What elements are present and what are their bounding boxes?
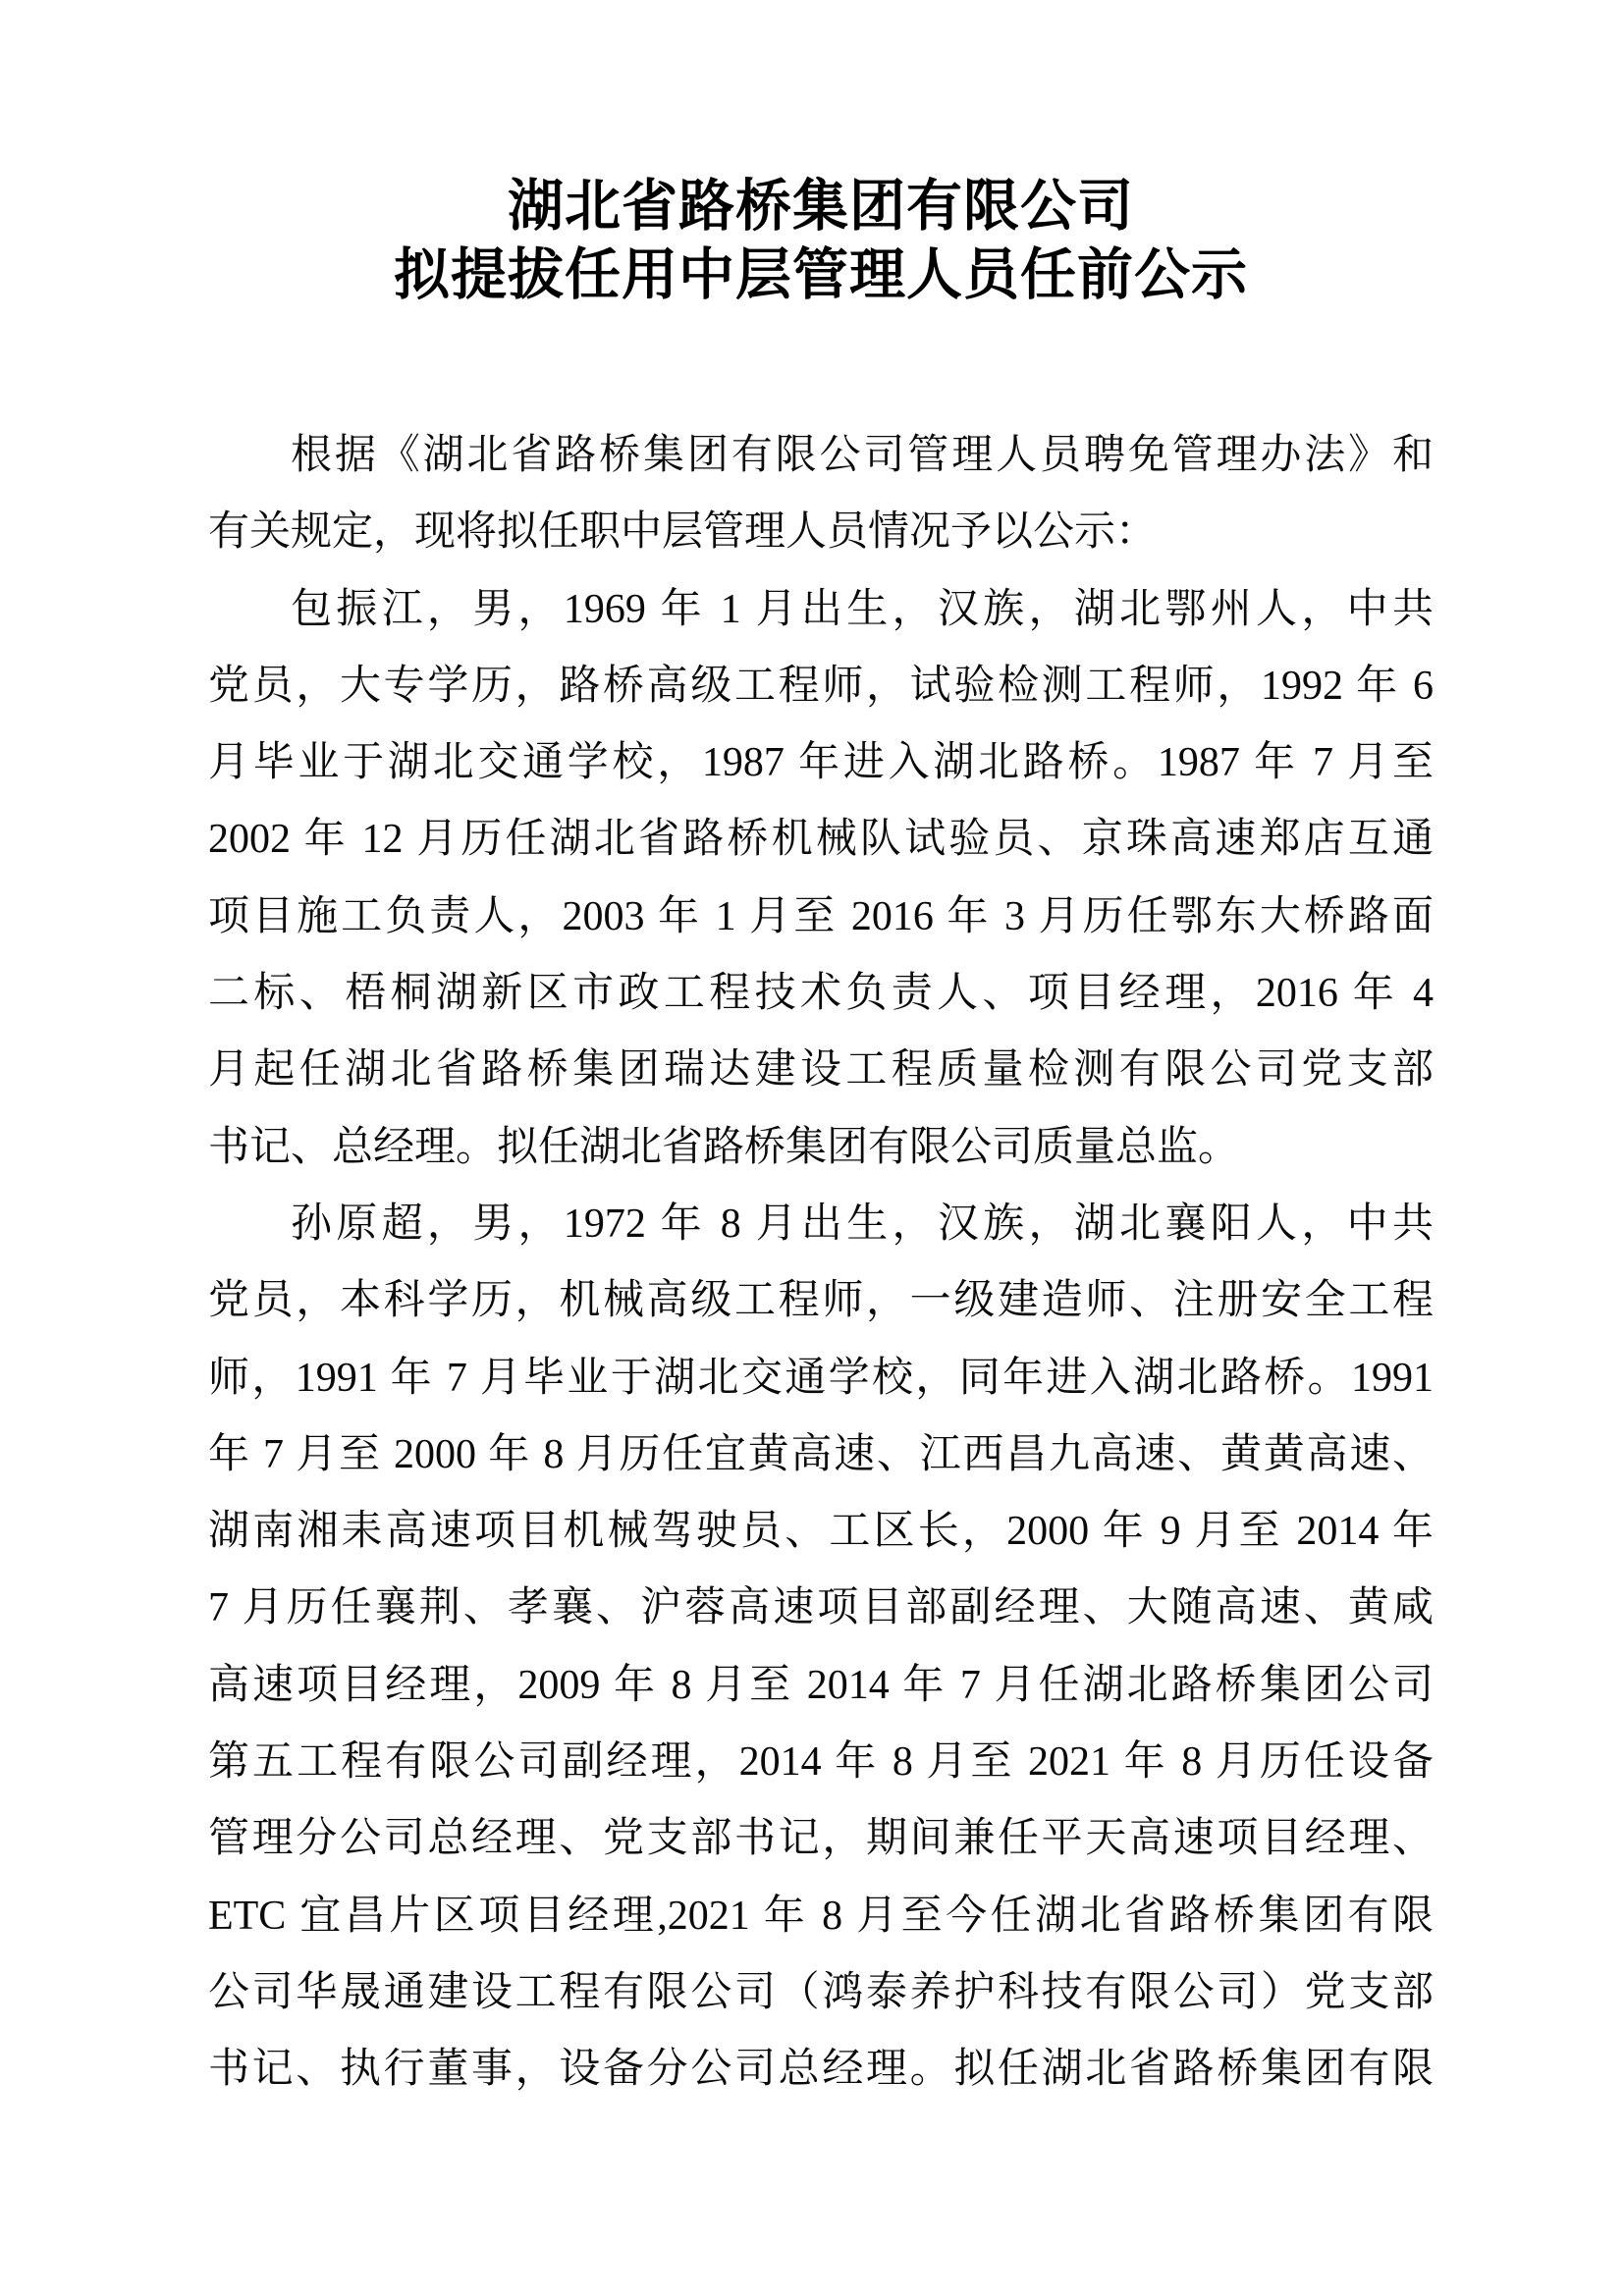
body-line: 公司华晟通建设工程有限公司（鸿泰养护科技有限公司）党支部 [208,1969,1434,2015]
body-line: 月毕业于湖北交通学校，1987 年进入湖北路桥。1987 年 7 月至 [208,740,1434,786]
body-line: 2002 年 12 月历任湖北省路桥机械队试验员、京珠高速郑店互通 [208,817,1434,863]
body-line: 有关规定，现将拟任职中层管理人员情况予以公示： [208,509,1158,556]
body-line: 师，1991 年 7 月毕业于湖北交通学校，同年进入湖北路桥。1991 [208,1355,1434,1401]
body-line: 管理分公司总经理、党支部书记，期间兼任平天高速项目经理、 [208,1816,1434,1862]
body-line: 党员，本科学历，机械高级工程师，一级建造师、注册安全工程 [208,1278,1434,1324]
body-line: 项目施工负责人，2003 年 1 月至 2016 年 3 月历任鄂东大桥路面 [208,893,1434,939]
body-line: 月起任湖北省路桥集团瑞达建设工程质量检测有限公司党支部 [208,1047,1434,1094]
body-line: 孙原超，男，1972 年 8 月出生，汉族，湖北襄阳人，中共 [291,1201,1434,1247]
body-line: 根据《湖北省路桥集团有限公司管理人员聘免管理办法》和 [291,433,1434,478]
body-line: 高速项目经理，2009 年 8 月至 2014 年 7 月任湖北路桥集团公司 [208,1662,1434,1708]
title-line-1: 湖北省路桥集团有限公司 [508,176,1134,238]
body-line: 书记、执行董事，设备分公司总经理。拟任湖北省路桥集团有限 [208,2047,1434,2093]
document-body [208,417,1434,2109]
body-line: 党员，大专学历，路桥高级工程师，试验检测工程师，1992 年 6 [208,663,1434,709]
body-line: 7 月历任襄荆、孝襄、沪蓉高速项目部副经理、大随高速、黄咸 [208,1585,1434,1631]
document-title [208,173,1434,310]
body-line: ETC 宜昌片区项目经理,2021 年 8 月至今任湖北省路桥集团有限 [208,1893,1434,1939]
title-line-2: 拟提拔任用中层管理人员任前公示 [394,244,1248,306]
body-line: 二标、梧桐湖新区市政工程技术负责人、项目经理，2016 年 4 [208,971,1434,1017]
body-line: 年 7 月至 2000 年 8 月历任宜黄高速、江西昌九高速、黄黄高速、 [208,1431,1434,1477]
body-line: 第五工程有限公司副经理，2014 年 8 月至 2021 年 8 月历任设备 [208,1739,1434,1786]
body-line: 书记、总经理。拟任湖北省路桥集团有限公司质量总监。 [208,1124,1240,1170]
body-line: 包振江，男，1969 年 1 月出生，汉族，湖北鄂州人，中共 [291,586,1434,632]
body-line: 湖南湘耒高速项目机械驾驶员、工区长，2000 年 9 月至 2014 年 [208,1509,1434,1555]
